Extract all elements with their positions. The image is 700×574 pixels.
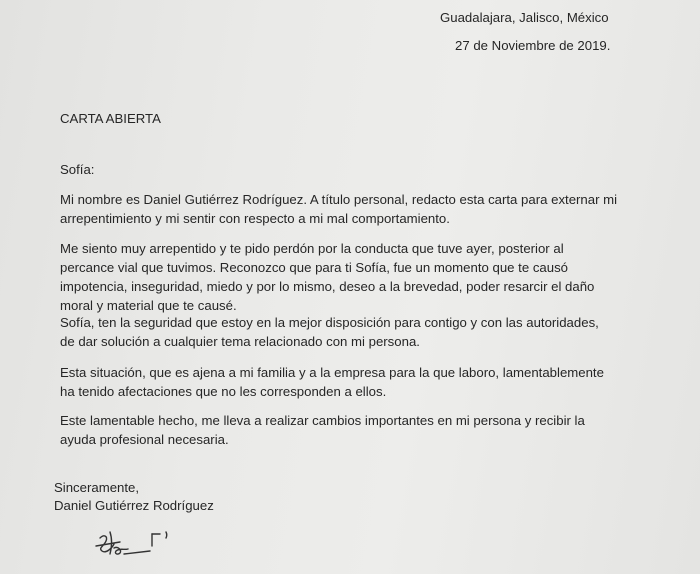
paragraph-line: Mi nombre es Daniel Gutiérrez Rodríguez. A título personal, redacto esta carta para externar mi — [60, 192, 618, 207]
letter-paragraph-5 — [60, 411, 650, 449]
letter-paragraph-2 — [60, 239, 650, 315]
paragraph-line: impotencia, inseguridad, miedo y por lo mismo, deseo a la brevedad, poder resarcir el daño — [60, 279, 595, 294]
paragraph-line: arrepentimiento y mi sentir con respecto a mi mal comportamiento. — [60, 211, 450, 226]
letter-paragraph-3 — [60, 313, 650, 351]
signature-name: Daniel Gutiérrez Rodríguez — [54, 498, 214, 513]
letter-closing: Sinceramente, — [54, 480, 140, 495]
letter-salutation: Sofía: — [60, 162, 95, 177]
paragraph-line: Me siento muy arrepentido y te pido perdón por la conducta que tuve ayer, posterior al — [60, 241, 564, 256]
letter-title: CARTA ABIERTA — [60, 111, 161, 126]
letter-place: Guadalajara, Jalisco, México — [440, 10, 609, 25]
paragraph-line: ayuda profesional necesaria. — [60, 432, 229, 447]
letter-date: 27 de Noviembre de 2019. — [455, 38, 611, 53]
paragraph-line: Este lamentable hecho, me lleva a realizar cambios importantes en mi persona y recibir la — [60, 413, 585, 428]
paragraph-line: moral y material que te causé. — [60, 298, 237, 313]
paragraph-line: ha tenido afectaciones que no les corresponden a ellos. — [60, 384, 387, 399]
handwritten-signature-icon — [92, 524, 182, 564]
letter-paragraph-4 — [60, 363, 650, 401]
paragraph-line: de dar solución a cualquier tema relacionado con mi persona. — [60, 334, 420, 349]
paragraph-line: percance vial que tuvimos. Reconozco que para ti Sofía, fue un momento que te causó — [60, 260, 569, 275]
paragraph-line: Esta situación, que es ajena a mi familia y a la empresa para la que laboro, lamentablemente — [60, 365, 604, 380]
paragraph-line: Sofía, ten la seguridad que estoy en la mejor disposición para contigo y con las autoridades, — [60, 315, 599, 330]
letter-paragraph-1 — [60, 190, 650, 228]
